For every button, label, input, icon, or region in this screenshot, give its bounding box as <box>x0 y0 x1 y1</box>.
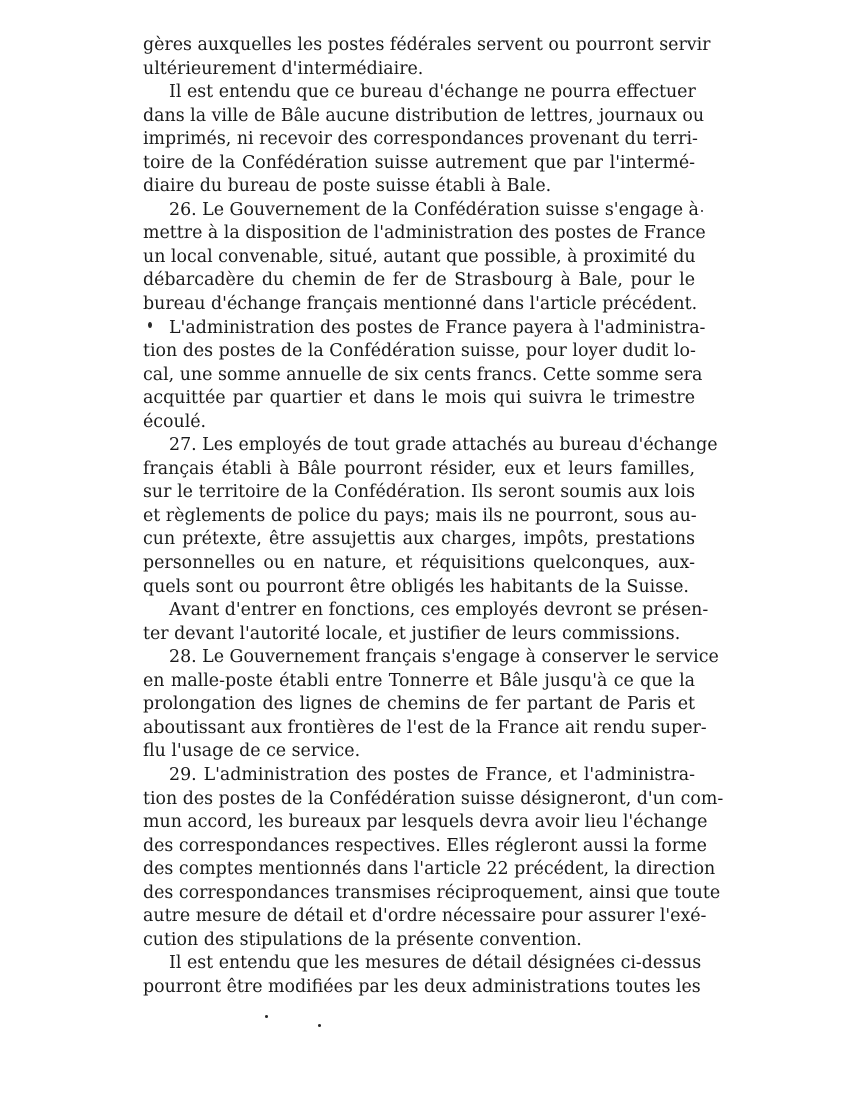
text-line: Il est entendu que ce bureau d'échange ne pourra effectuer <box>169 82 696 103</box>
text-line: des correspondances transmises réciproquement, ainsi que toute <box>143 882 721 903</box>
text-line: Il est entendu que les mesures de détail désignées ci-dessus <box>169 953 702 974</box>
text-line: 26. Le Gouvernement de la Confédération suisse s'engage à <box>169 199 699 220</box>
text-line: bureau d'échange français mentionné dans l'article précédent. <box>143 294 698 315</box>
text-line: 28. Le Gouvernement français s'engage à conserver le service <box>169 647 719 668</box>
text-line: des correspondances respectives. Elles régleront aussi la forme <box>143 835 707 856</box>
text-line: écoulé. <box>143 411 207 432</box>
text-line: tion des postes de la Confédération suisse, pour loyer dudit lo- <box>143 341 696 362</box>
text-line: et règlements de police du pays; mais ils ne pourront, sous au- <box>143 505 697 526</box>
text-line: cal, une somme annuelle de six cents francs. Cette somme sera <box>143 364 703 385</box>
scan-speck <box>148 322 152 328</box>
scan-speck <box>265 1015 268 1018</box>
document-body-text <box>143 34 724 999</box>
text-line: 27. Les employés de tout grade attachés au bureau d'échange <box>169 435 718 456</box>
text-line: Avant d'entrer en fonctions, ces employés devront se présen- <box>169 600 709 621</box>
text-line: dans la ville de Bâle aucune distribution de lettres, journaux ou <box>143 105 705 126</box>
text-line: quels sont ou pourront être obligés les habitants de la Suisse. <box>143 576 689 597</box>
text-line: aboutissant aux frontières de l'est de la France ait rendu super- <box>143 717 707 738</box>
text-line: débarcadère du chemin de fer de Strasbourg à Bale, pour le <box>143 270 695 291</box>
text-line: diaire du bureau de poste suisse établi à Bale. <box>143 176 552 197</box>
text-line: cution des stipulations de la présente convention. <box>143 929 582 950</box>
text-line: gères auxquelles les postes fédérales servent ou pourront servir <box>143 35 711 55</box>
text-line: mun accord, les bureaux par lesquels devra avoir lieu l'échange <box>143 812 708 833</box>
text-line: ter devant l'autorité locale, et justifier de leurs commissions. <box>143 623 681 644</box>
text-line: L'administration des postes de France payera à l'administra- <box>169 317 706 338</box>
text-line: en malle-poste établi entre Tonnerre et Bâle jusqu'à ce que la <box>143 670 695 691</box>
text-line: cun prétexte, être assujettis aux charges, impôts, prestations <box>143 529 695 550</box>
text-line: des comptes mentionnés dans l'article 22 précédent, la direction <box>143 859 716 880</box>
text-line: prolongation des lignes de chemins de fer partant de Paris et <box>143 694 695 715</box>
text-line: toire de la Confédération suisse autrement que par l'intermé- <box>143 152 695 173</box>
text-line: 29. L'administration des postes de France, et l'administra- <box>169 764 695 785</box>
text-line: ultérieurement d'intermédiaire. <box>143 58 424 79</box>
text-line: tion des postes de la Confédération suisse désigneront, d'un com- <box>143 788 724 809</box>
text-line: imprimés, ni recevoir des correspondances provenant du terri- <box>143 129 698 150</box>
scan-speck <box>701 210 703 212</box>
text-line: personnelles ou en nature, et réquisitions quelconques, aux- <box>143 553 695 574</box>
scan-speck <box>318 1024 321 1027</box>
text-line: mettre à la disposition de l'administration des postes de France <box>143 223 706 244</box>
text-line: français établi à Bâle pourront résider, eux et leurs familles, <box>143 458 695 479</box>
text-line: autre mesure de détail et d'ordre nécessaire pour assurer l'exé- <box>143 906 707 927</box>
text-line: acquittée par quartier et dans le mois qui suivra le trimestre <box>143 388 695 409</box>
text-line: un local convenable, situé, autant que possible, à proximité du <box>143 246 696 267</box>
text-line: flu l'usage de ce service. <box>143 741 361 762</box>
text-line: sur le territoire de la Confédération. Ils seront soumis aux lois <box>143 482 695 503</box>
text-line: pourront être modifiées par les deux administrations toutes les <box>143 976 701 997</box>
